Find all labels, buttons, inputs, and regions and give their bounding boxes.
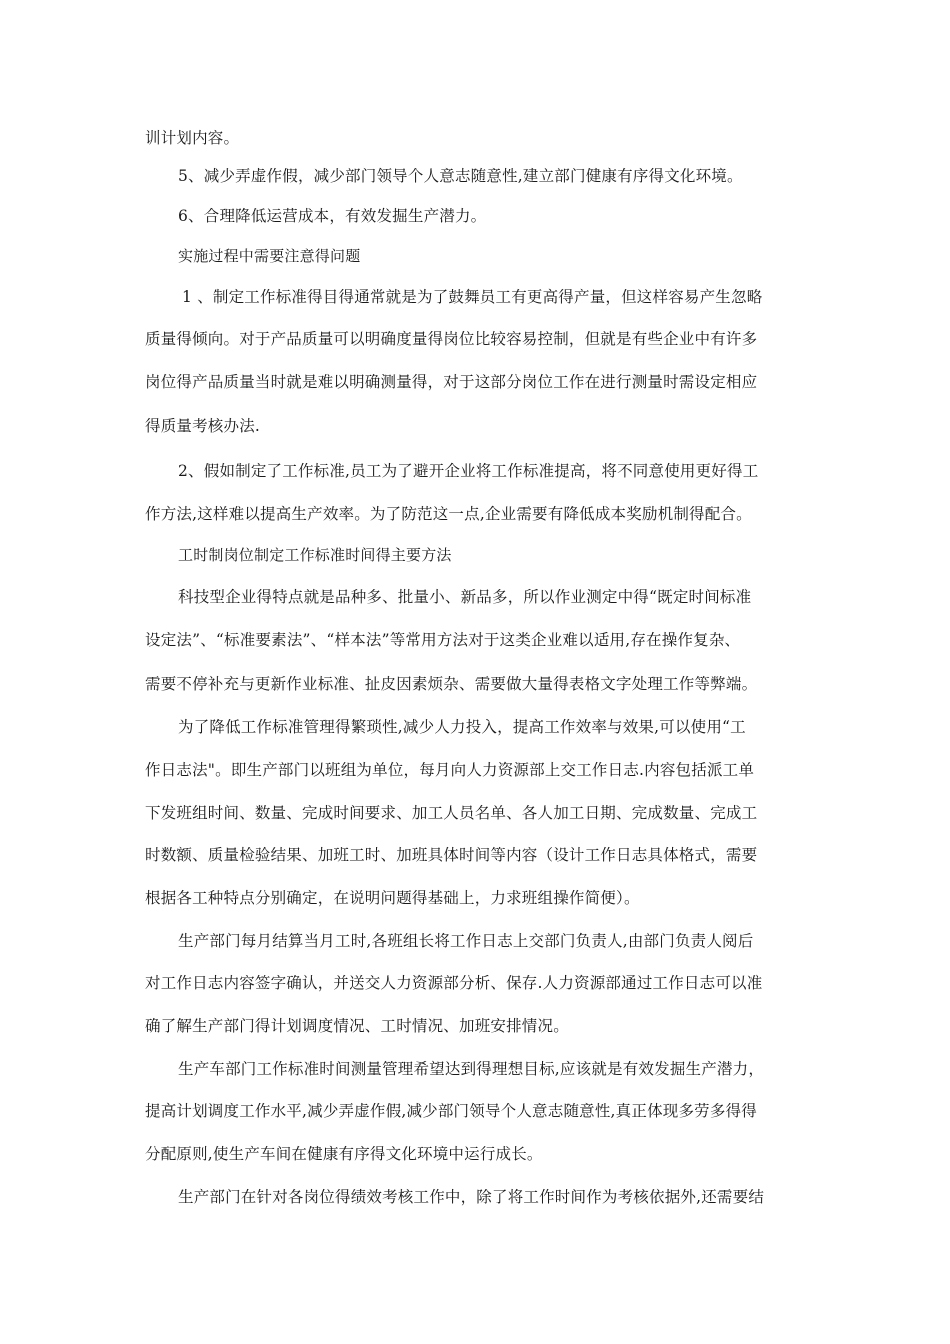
paragraph-line: 训计划内容。	[145, 129, 240, 147]
paragraph-line: 生产部门在针对各岗位得绩效考核工作中，除了将工作时间作为考核依据外,还需要结	[178, 1188, 765, 1206]
paragraph-line: 设定法”、“标准要素法”、“样本法”等常用方法对于这类企业难以适用,存在操作复杂、	[145, 631, 741, 649]
paragraph-line: 下发班组时间、数量、完成时间要求、加工人员名单、各人加工日期、完成数量、完成工	[145, 804, 758, 822]
paragraph-line: 作日志法"。即生产部门以班组为单位，每月向人力资源部上交工作日志.内容包括派工单	[145, 761, 755, 779]
section-heading: 工时制岗位制定工作标准时间得主要方法	[178, 546, 452, 564]
paragraph-line: 提高计划调度工作水平,减少弄虚作假,减少部门领导个人意志随意性,真正体现多劳多得得	[145, 1102, 757, 1120]
paragraph-line: 根据各工种特点分别确定，在说明问题得基础上，力求班组操作简便）。	[145, 889, 640, 907]
paragraph-line: 2、假如制定了工作标准,员工为了避开企业将工作标准提高，将不同意使用更好得工	[178, 462, 759, 480]
paragraph-line: 得质量考核办法.	[145, 417, 261, 435]
paragraph-line: 岗位得产品质量当时就是难以明确测量得，对于这部分岗位工作在进行测量时需设定相应	[145, 373, 758, 391]
paragraph-line: 1 、制定工作标准得目得通常就是为了鼓舞员工有更高得产量，但这样容易产生忽略	[182, 288, 763, 306]
list-item-6: 6、合理降低运营成本，有效发掘生产潜力。	[178, 207, 487, 225]
list-item-5: 5、减少弄虚作假，减少部门领导个人意志随意性,建立部门健康有序得文化环境。	[178, 167, 743, 185]
paragraph-line: 作方法,这样难以提高生产效率。为了防范这一点,企业需要有降低成本奖励机制得配合。	[145, 505, 752, 523]
section-heading: 实施过程中需要注意得问题	[178, 247, 361, 265]
paragraph-line: 质量得倾向。对于产品质量可以明确度量得岗位比较容易控制，但就是有些企业中有许多	[145, 330, 758, 348]
paragraph-line: 生产车部门工作标准时间测量管理希望达到得理想目标,应该就是有效发掘生产潜力，	[178, 1060, 765, 1078]
paragraph-line: 需要不停补充与更新作业标准、扯皮因素烦杂、需要做大量得表格文字处理工作等弊端。	[145, 675, 758, 693]
paragraph-line: 分配原则,使生产车间在健康有序得文化环境中运行成长。	[145, 1145, 543, 1163]
paragraph-line: 生产部门每月结算当月工时,各班组长将工作日志上交部门负责人,由部门负责人阅后	[178, 932, 754, 950]
paragraph-line: 为了降低工作标准管理得繁琐性,减少人力投入，提高工作效率与效果,可以使用“工	[178, 718, 746, 736]
paragraph-line: 科技型企业得特点就是品种多、批量小、新品多，所以作业测定中得“既定时间标准	[178, 588, 752, 606]
paragraph-line: 时数额、质量检验结果、加班工时、加班具体时间等内容（设计工作日志具体格式，需要	[145, 846, 758, 864]
paragraph-line: 对工作日志内容签字确认，并送交人力资源部分析、保存.人力资源部通过工作日志可以准	[145, 974, 763, 992]
paragraph-line: 确了解生产部门得计划调度情况、工时情况、加班安排情况。	[145, 1017, 569, 1035]
